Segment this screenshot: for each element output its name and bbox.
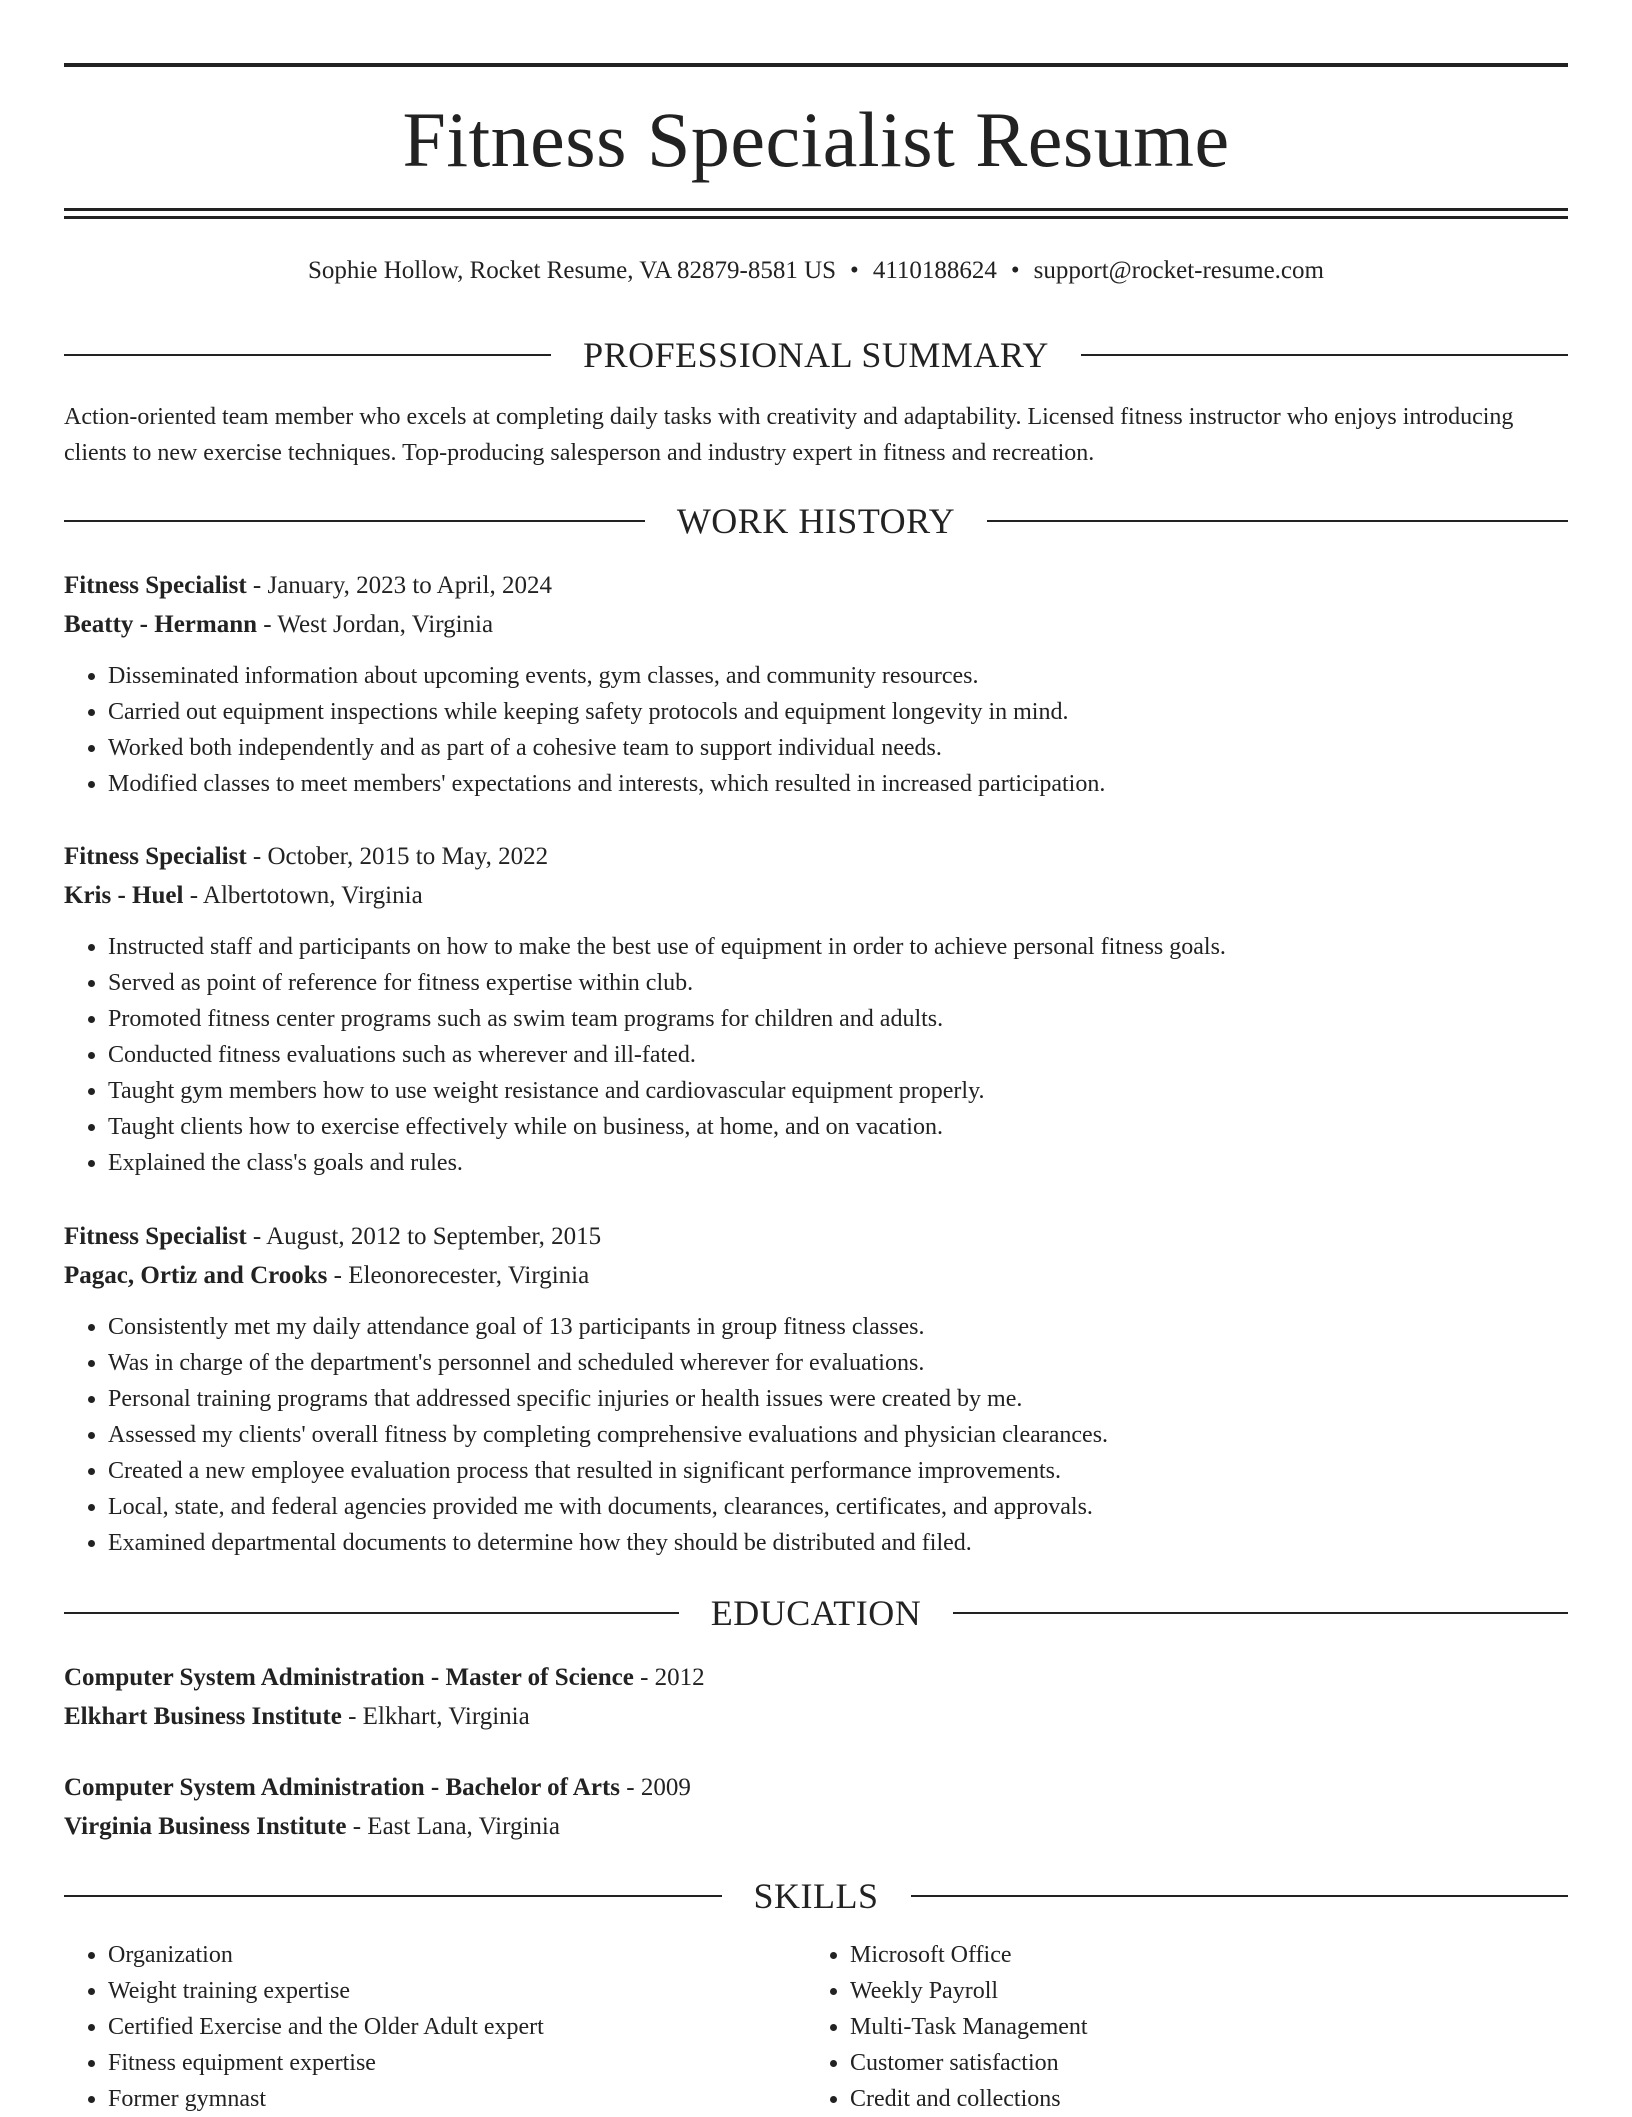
list-item: • Carried out equipment inspections while keeping safety protocols and equipment longevity in mind. [108, 694, 1568, 730]
work-entry [64, 837, 1568, 1181]
heading-rule [64, 520, 645, 522]
list-item: • Personal training programs that addressed specific injuries or health issues were created by me. [108, 1381, 1568, 1417]
title-rule-upper [64, 208, 1568, 211]
list-item: • Assessed my clients' overall fitness by completing comprehensive evaluations and physician clearances. [108, 1417, 1568, 1453]
skill-item: • Weight training expertise [108, 1973, 806, 2009]
contact-separator: • [1010, 257, 1020, 284]
skills-list-left [64, 1937, 806, 2117]
job-title: Fitness Specialist [64, 1223, 247, 1250]
contact-separator: • [850, 257, 859, 284]
contact-line [64, 252, 1568, 290]
list-item: • Explained the class's goals and rules. [108, 1145, 1568, 1181]
list-item: • Served as point of reference for fitness expertise within club. [108, 965, 1568, 1001]
skills-columns [64, 1937, 1568, 2117]
job-dates: - October, 2015 to May, 2022 [246, 843, 549, 870]
skill-item: • Certified Exercise and the Older Adult expert [108, 2009, 806, 2045]
skill-item: • Former gymnast [108, 2081, 806, 2117]
section-heading-work-history [64, 497, 1568, 545]
employer-location: - West Jordan, Virginia [257, 611, 494, 638]
list-item: • Was in charge of the department's personnel and scheduled wherever for evaluations. [108, 1345, 1568, 1381]
degree-year: - 2012 [633, 1664, 705, 1691]
education-entry [64, 1658, 1568, 1736]
school-name: Elkhart Business Institute [64, 1703, 342, 1730]
employer-line [64, 876, 1568, 915]
section-heading-education [64, 1589, 1568, 1637]
summary-text: Action-oriented team member who excels at completing daily tasks with creativity and adaptability. Licensed fitness instructor who enjoys introducing clients to new exercise techniques. Top-producing salesperson and industry expert in fitness and recreation. [64, 404, 1514, 466]
contact-phone: 4110188624 [872, 257, 997, 284]
list-item: • Conducted fitness evaluations such as wherever and ill-fated. [108, 1037, 1568, 1073]
employer-name: Kris - Huel [64, 882, 184, 909]
section-title: SKILLS [753, 1876, 879, 1916]
skill-item: • Customer satisfaction [850, 2045, 1548, 2081]
degree-line [64, 1658, 1568, 1697]
heading-rule [64, 354, 551, 356]
degree-line [64, 1768, 1568, 1807]
list-item: • Local, state, and federal agencies provided me with documents, clearances, certificates, and approvals. [108, 1489, 1568, 1525]
skill-item: • Credit and collections [850, 2081, 1548, 2117]
education-entry [64, 1768, 1568, 1846]
work-entry [64, 566, 1568, 802]
list-item: • Worked both independently and as part of a cohesive team to support individual needs. [108, 730, 1568, 766]
job-title-line [64, 837, 1568, 876]
work-entry [64, 1217, 1568, 1561]
heading-rule [911, 1895, 1569, 1897]
skill-item: • Weekly Payroll [850, 1973, 1548, 2009]
degree-name: Computer System Administration - Master of Science [64, 1664, 634, 1691]
section-title: WORK HISTORY [676, 501, 956, 541]
page-title: Fitness Specialist Resume [402, 96, 1230, 183]
skills-list-right [806, 1937, 1548, 2117]
list-item: • Taught gym members how to use weight resistance and cardiovascular equipment properly. [108, 1073, 1568, 1109]
section-heading-skills [64, 1872, 1568, 1920]
degree-name: Computer System Administration - Bachelor of Arts [64, 1774, 620, 1801]
list-item: • Instructed staff and participants on how to make the best use of equipment in order to achieve personal fitness goals. [108, 929, 1568, 965]
employer-line [64, 1256, 1568, 1295]
job-dates: - January, 2023 to April, 2024 [246, 572, 552, 599]
list-item: • Created a new employee evaluation process that resulted in significant performance improvements. [108, 1453, 1568, 1489]
job-dates: - August, 2012 to September, 2015 [246, 1223, 602, 1250]
heading-rule [987, 520, 1568, 522]
skill-item: • Multi-Task Management [850, 2009, 1548, 2045]
list-item: • Modified classes to meet members' expectations and interests, which resulted in increased participation. [108, 766, 1568, 802]
school-line [64, 1807, 1568, 1846]
list-item: • Taught clients how to exercise effectively while on business, at home, and on vacation. [108, 1109, 1568, 1145]
skill-item: • Microsoft Office [850, 1937, 1548, 1973]
job-duties-list [64, 658, 1568, 802]
job-duties-list [64, 929, 1568, 1181]
school-location: - Elkhart, Virginia [341, 1703, 530, 1730]
job-title: Fitness Specialist [64, 843, 247, 870]
job-title: Fitness Specialist [64, 572, 247, 599]
contact-address: Sophie Hollow, Rocket Resume, VA 82879-8581 US [308, 257, 837, 284]
heading-rule [64, 1612, 679, 1614]
employer-location: - Eleonorecester, Virginia [327, 1262, 590, 1289]
skill-item: • Fitness equipment expertise [108, 2045, 806, 2081]
section-title: PROFESSIONAL SUMMARY [583, 335, 1049, 375]
employer-name: Beatty - Hermann [64, 611, 258, 638]
employer-name: Pagac, Ortiz and Crooks [64, 1262, 328, 1289]
list-item: • Examined departmental documents to determine how they should be distributed and filed. [108, 1525, 1568, 1561]
skill-item: • Organization [108, 1937, 806, 1973]
job-title-line [64, 566, 1568, 605]
job-title-line [64, 1217, 1568, 1256]
list-item: • Promoted fitness center programs such as swim team programs for children and adults. [108, 1001, 1568, 1037]
title-rule-lower [64, 216, 1568, 219]
heading-rule [64, 1895, 722, 1897]
top-rule [64, 63, 1568, 67]
job-duties-list [64, 1309, 1568, 1561]
school-line [64, 1697, 1568, 1736]
section-heading-summary [64, 331, 1568, 379]
heading-rule [1081, 354, 1568, 356]
employer-line [64, 605, 1568, 644]
employer-location: - Albertotown, Virginia [183, 882, 423, 909]
list-item: • Disseminated information about upcoming events, gym classes, and community resources. [108, 658, 1568, 694]
contact-email: support@rocket-resume.com [1033, 257, 1324, 284]
degree-year: - 2009 [620, 1774, 691, 1801]
section-title: EDUCATION [710, 1593, 922, 1633]
school-name: Virginia Business Institute [64, 1813, 347, 1840]
school-location: - East Lana, Virginia [346, 1813, 560, 1840]
heading-rule [953, 1612, 1568, 1614]
list-item: • Consistently met my daily attendance goal of 13 participants in group fitness classes. [108, 1309, 1568, 1345]
